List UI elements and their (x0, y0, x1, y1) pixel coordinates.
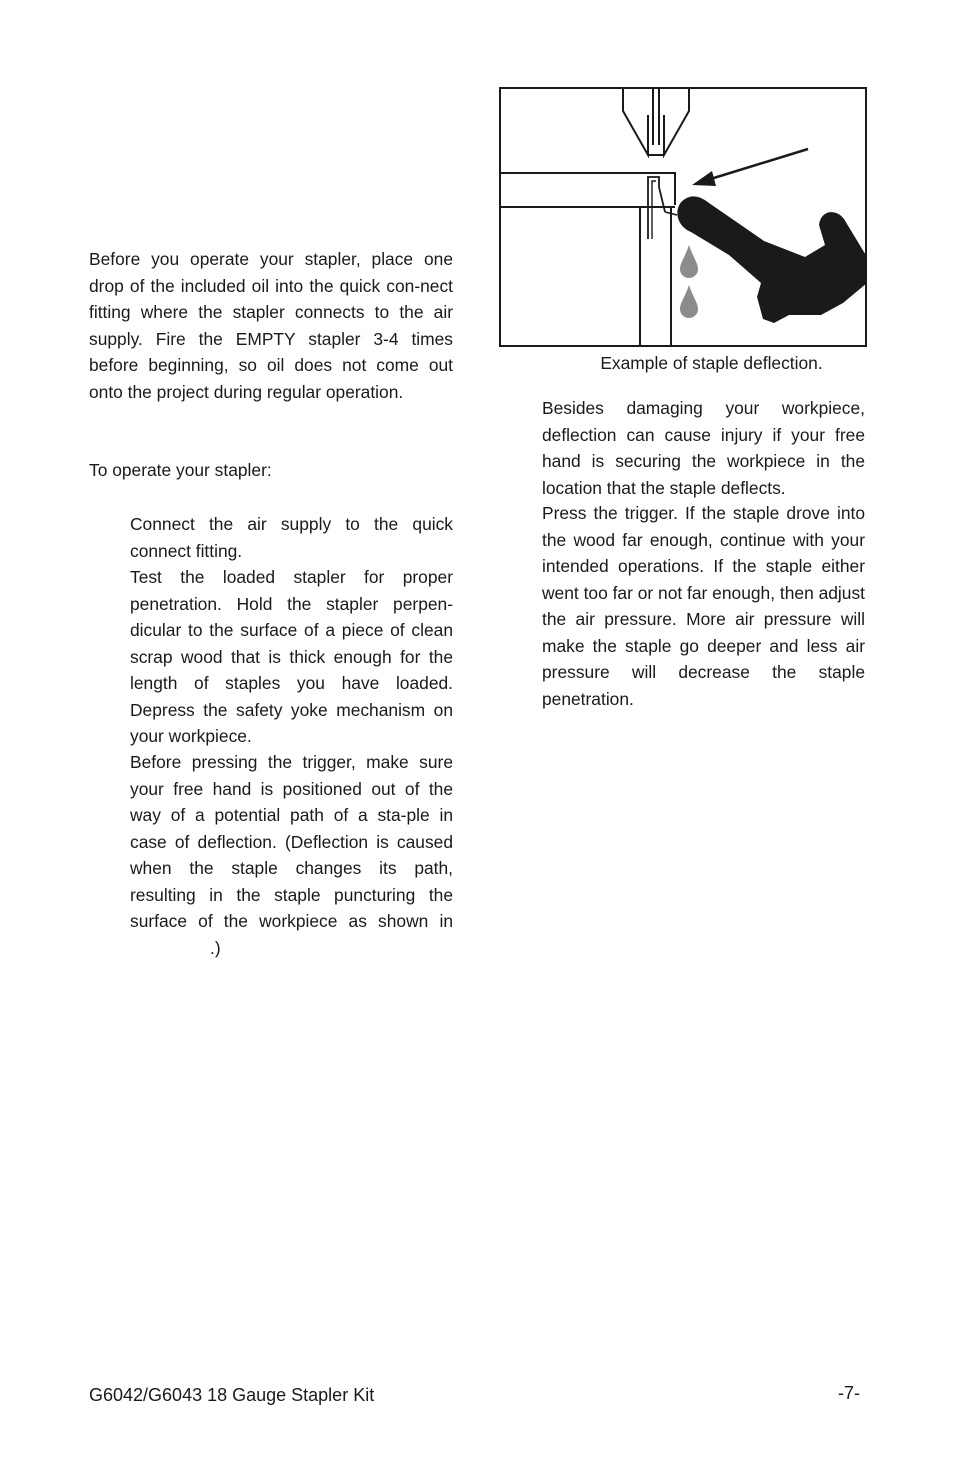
page-number: -7- (838, 1383, 860, 1403)
footer-title: G6042/G6043 18 Gauge Stapler Kit (89, 1385, 375, 1405)
step-1: Connect the air supply to the quick connect fitting. (130, 514, 453, 561)
step-3-text: Before pressing the trigger, make sure your free hand is positioned out of the way of a potential path of a sta-ple in case of deflection. (Deflection is caused when the staple changes its path, resulting in the staple puncturing the surface of the workpiece as shown in (130, 752, 453, 931)
staple-deflection-figure (499, 87, 867, 347)
step-2: Test the loaded stapler for proper penetration. Hold the stapler perpen-dicular to the surface of a piece of clean scrap wood that is thick enough for the length of staples you have loaded. Depress the safety yoke mechanism on your workpiece. (130, 567, 453, 746)
figure-caption: Example of staple deflection. (600, 353, 823, 373)
right-paragraph-1: Besides damaging your workpiece, deflection can cause injury if your free hand is securing the workpiece in the location that the staple deflects. (542, 398, 865, 498)
operate-lead: To operate your stapler: (89, 460, 272, 480)
step-3-closing: .) (210, 937, 221, 958)
right-paragraph-2: Press the trigger. If the staple drove into the wood far enough, continue with your intended operations. If the staple either went too far or not far enough, then adjust the air pressure. More air pressure will make the staple go deeper and less air pressure will decrease the staple penetration. (542, 503, 865, 709)
step-3 (130, 749, 453, 961)
intro-paragraph: Before you operate your stapler, place one drop of the included oil into the quick con-nect fitting where the stapler connects to the air supply. Fire the EMPTY stapler 3-4 times before beginning, so oil does not come out onto the project during regular operation. (89, 249, 453, 402)
